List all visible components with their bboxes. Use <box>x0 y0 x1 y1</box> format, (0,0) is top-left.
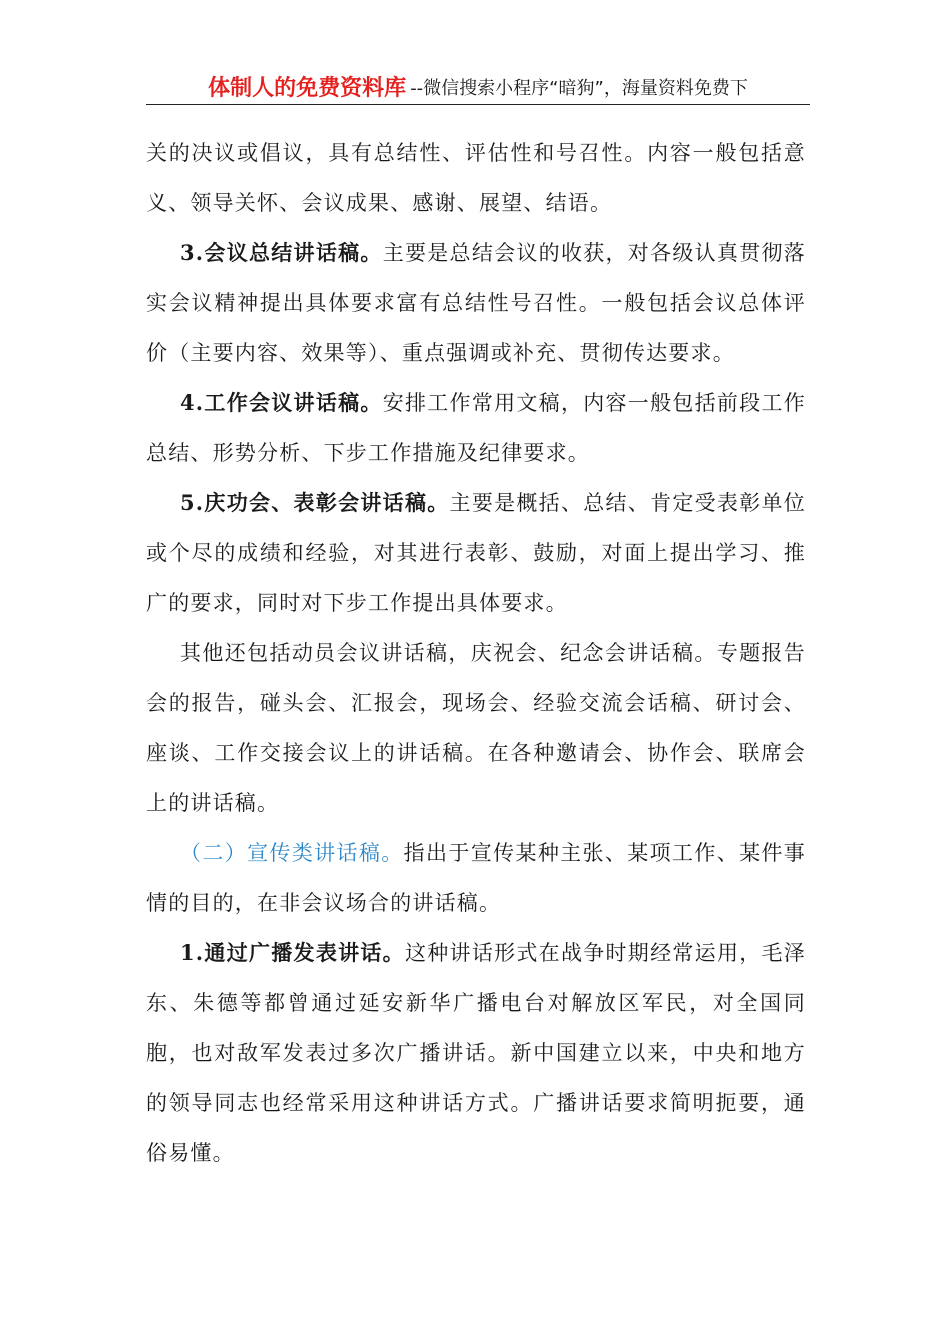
paragraph-heading: 1.通过广播发表讲话。 <box>180 940 405 965</box>
page-header <box>146 70 810 105</box>
paragraph-broadcast <box>146 928 806 1178</box>
section-heading: （二）宣传类讲话稿。 <box>180 841 404 865</box>
paragraph-others <box>146 628 806 828</box>
paragraph-work-meeting <box>146 378 806 478</box>
paragraph-text: 关的决议或倡议，具有总结性、评估性和号召性。内容一般包括意义、领导关怀、会议成果、感谢、展望、结语。 <box>146 141 806 215</box>
header-tagline: --微信搜索小程序“暗狗”，海量资料免费下 <box>410 78 748 99</box>
header-brand: 体制人的免费资料库 <box>208 76 407 101</box>
paragraph-text: 主要是概括、总结、肯定受表彰单位或个尽的成绩和经验，对其进行表彰、鼓励，对面上提出学习、推广的要求，同时对下步工作提出具体要求。 <box>146 491 806 615</box>
paragraph-heading: 3.会议总结讲话稿。 <box>180 240 383 265</box>
paragraph-text: 这种讲话形式在战争时期经常运用，毛泽东、朱德等都曾通过延安新华广播电台对解放区军民，对全国同胞，也对敌军发表过多次广播讲话。新中国建立以来，中央和地方的领导同志也经常采用这种讲话方式。广播讲话要求简明扼要，通俗易懂。 <box>146 941 806 1165</box>
paragraph-text: 主要是总结会议的收获，对各级认真贯彻落实会议精神提出具体要求富有总结性号召性。一般包括会议总体评价（主要内容、效果等）、重点强调或补充、贯彻传达要求。 <box>146 241 806 365</box>
paragraph-commendation <box>146 478 806 628</box>
document-body <box>146 128 806 1178</box>
paragraph-heading: 4.工作会议讲话稿。 <box>180 390 383 415</box>
paragraph-text: 指出于宣传某种主张、某项工作、某件事情的目的，在非会议场合的讲话稿。 <box>146 841 807 915</box>
paragraph-heading: 5.庆功会、表彰会讲话稿。 <box>180 490 450 515</box>
paragraph-continuation <box>146 128 806 228</box>
paragraph-text: 安排工作常用文稿，内容一般包括前段工作总结、形势分析、下步工作措施及纪律要求。 <box>146 391 806 465</box>
paragraph-meeting-summary <box>146 228 806 378</box>
paragraph-publicity-section <box>146 828 806 928</box>
paragraph-text: 其他还包括动员会议讲话稿，庆祝会、纪念会讲话稿。专题报告会的报告，碰头会、汇报会，现场会、经验交流会话稿、研讨会、座谈、工作交接会议上的讲话稿。在各种邀请会、协作会、联席会上的讲话稿。 <box>146 641 806 815</box>
